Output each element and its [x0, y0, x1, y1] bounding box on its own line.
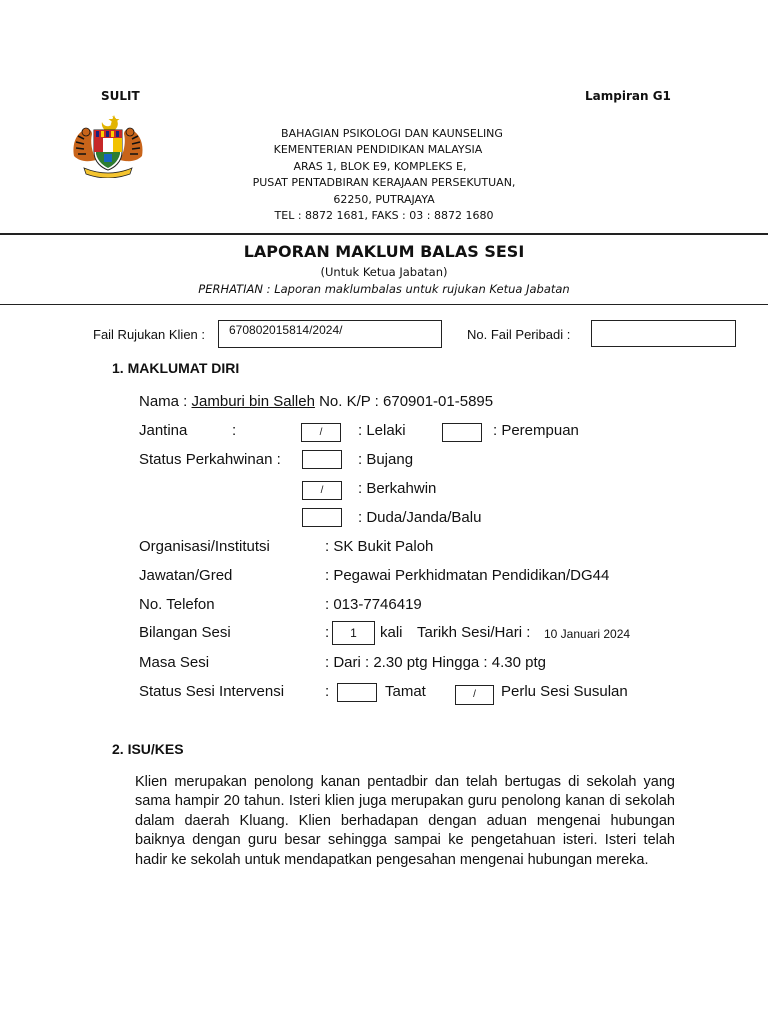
phone-label: No. Telefon	[139, 596, 215, 613]
address-block	[200, 126, 568, 224]
referral-file-value: 670802015814/2024/	[229, 323, 343, 337]
session-count-field[interactable]	[332, 621, 375, 645]
malaysia-coat-of-arms-icon	[66, 112, 150, 178]
personal-file-field[interactable]	[591, 320, 736, 347]
classification-label: SULIT	[101, 89, 140, 103]
marital-single-label: : Bujang	[358, 451, 414, 468]
name-value: Jamburi bin Salleh	[191, 393, 315, 410]
gender-label: Jantina	[139, 422, 188, 439]
gender-colon: :	[232, 422, 237, 439]
status-done-checkbox[interactable]	[337, 683, 377, 702]
status-followup-label: Perlu Sesi Susulan	[501, 683, 628, 700]
marital-married-checkbox[interactable]	[302, 481, 342, 500]
section-heading-personal-info: 1. MAKLUMAT DIRI	[112, 360, 240, 376]
report-notice: PERHATIAN : Laporan maklumbalas untuk rujukan Ketua Jabatan	[198, 282, 570, 296]
marital-widowed-checkbox[interactable]	[302, 508, 342, 527]
section-heading-issue: 2. ISU/KES	[112, 741, 184, 757]
status-followup-mark: /	[473, 689, 476, 700]
intervention-status-colon: :	[325, 683, 330, 700]
address-line: BAHAGIAN PSIKOLOGI DAN KAUNSELING	[281, 127, 503, 140]
marital-single-checkbox[interactable]	[302, 450, 342, 469]
address-line: PUSAT PENTADBIRAN KERAJAAN PERSEKUTUAN,	[252, 176, 516, 190]
marital-married-label: : Berkahwin	[358, 480, 437, 497]
referral-file-label: Fail Rujukan Klien :	[93, 327, 205, 342]
issue-description: Klien merupakan penolong kanan pentadbir dan telah bertugas di sekolah yang sama hampir 20 tahun. Isteri klien juga merupakan guru penolong kanan di sekolah dalam daerah Kluang. Klien berhadapan dengan aduan mengenai hubungan baiknya dengan guru besar sehingga sampai ke pengetahuan isteri. Isteri telah hadir ke sekolah untuk mendapatkan pengesahan mengenai hubungan mereka.	[135, 774, 675, 868]
address-line: 62250, PUTRAJAYA	[333, 192, 435, 206]
phone-value: : 013-7746419	[325, 596, 422, 613]
session-count-value: 1	[350, 626, 357, 640]
address-line: KEMENTERIAN PENDIDIKAN MALAYSIA	[273, 143, 483, 157]
position-label: Jawatan/Gred	[139, 567, 233, 584]
ic-number: No. K/P : 670901-01-5895	[314, 393, 494, 410]
gender-male-label: : Lelaki	[358, 422, 406, 439]
organisation-label: Organisasi/Institutsi	[139, 538, 270, 555]
status-followup-checkbox[interactable]	[455, 685, 494, 705]
gender-male-checkbox[interactable]	[301, 423, 341, 442]
gender-male-mark: /	[319, 427, 323, 438]
session-time-label: Masa Sesi	[139, 654, 210, 671]
session-time-value: : Dari : 2.30 ptg Hingga : 4.30 ptg	[325, 654, 546, 671]
position-value: : Pegawai Perkhidmatan Pendidikan/DG44	[325, 567, 610, 584]
session-count-label: Bilangan Sesi	[139, 624, 231, 641]
report-title: LAPORAN MAKLUM BALAS SESI	[243, 242, 525, 261]
marital-married-mark: /	[320, 485, 324, 496]
header-divider-bottom	[0, 304, 768, 305]
attachment-label: Lampiran G1	[585, 89, 671, 103]
session-date-value: 10 Januari 2024	[544, 627, 631, 641]
personal-file-label: No. Fail Peribadi :	[467, 327, 571, 342]
organisation-value: : SK Bukit Paloh	[325, 538, 434, 555]
marital-widowed-label: : Duda/Janda/Balu	[358, 509, 482, 526]
session-date-label: Tarikh Sesi/Hari :	[417, 624, 531, 641]
gender-female-checkbox[interactable]	[442, 423, 482, 442]
name-label: Nama :	[139, 393, 192, 410]
session-count-colon: :	[325, 624, 330, 641]
report-subtitle: (Untuk Ketua Jabatan)	[320, 265, 448, 279]
gender-female-label: : Perempuan	[493, 422, 579, 439]
referral-file-field[interactable]	[218, 320, 442, 348]
intervention-status-label: Status Sesi Intervensi	[139, 683, 285, 700]
marital-status-label: Status Perkahwinan :	[139, 451, 281, 468]
header-divider-top	[0, 233, 768, 235]
session-count-unit: kali	[380, 624, 403, 641]
address-line: TEL : 8872 1681, FAKS : 03 : 8872 1680	[274, 209, 494, 223]
address-line: ARAS 1, BLOK E9, KOMPLEKS E,	[293, 159, 467, 173]
status-done-label: Tamat	[385, 683, 426, 700]
name-row	[139, 393, 493, 410]
